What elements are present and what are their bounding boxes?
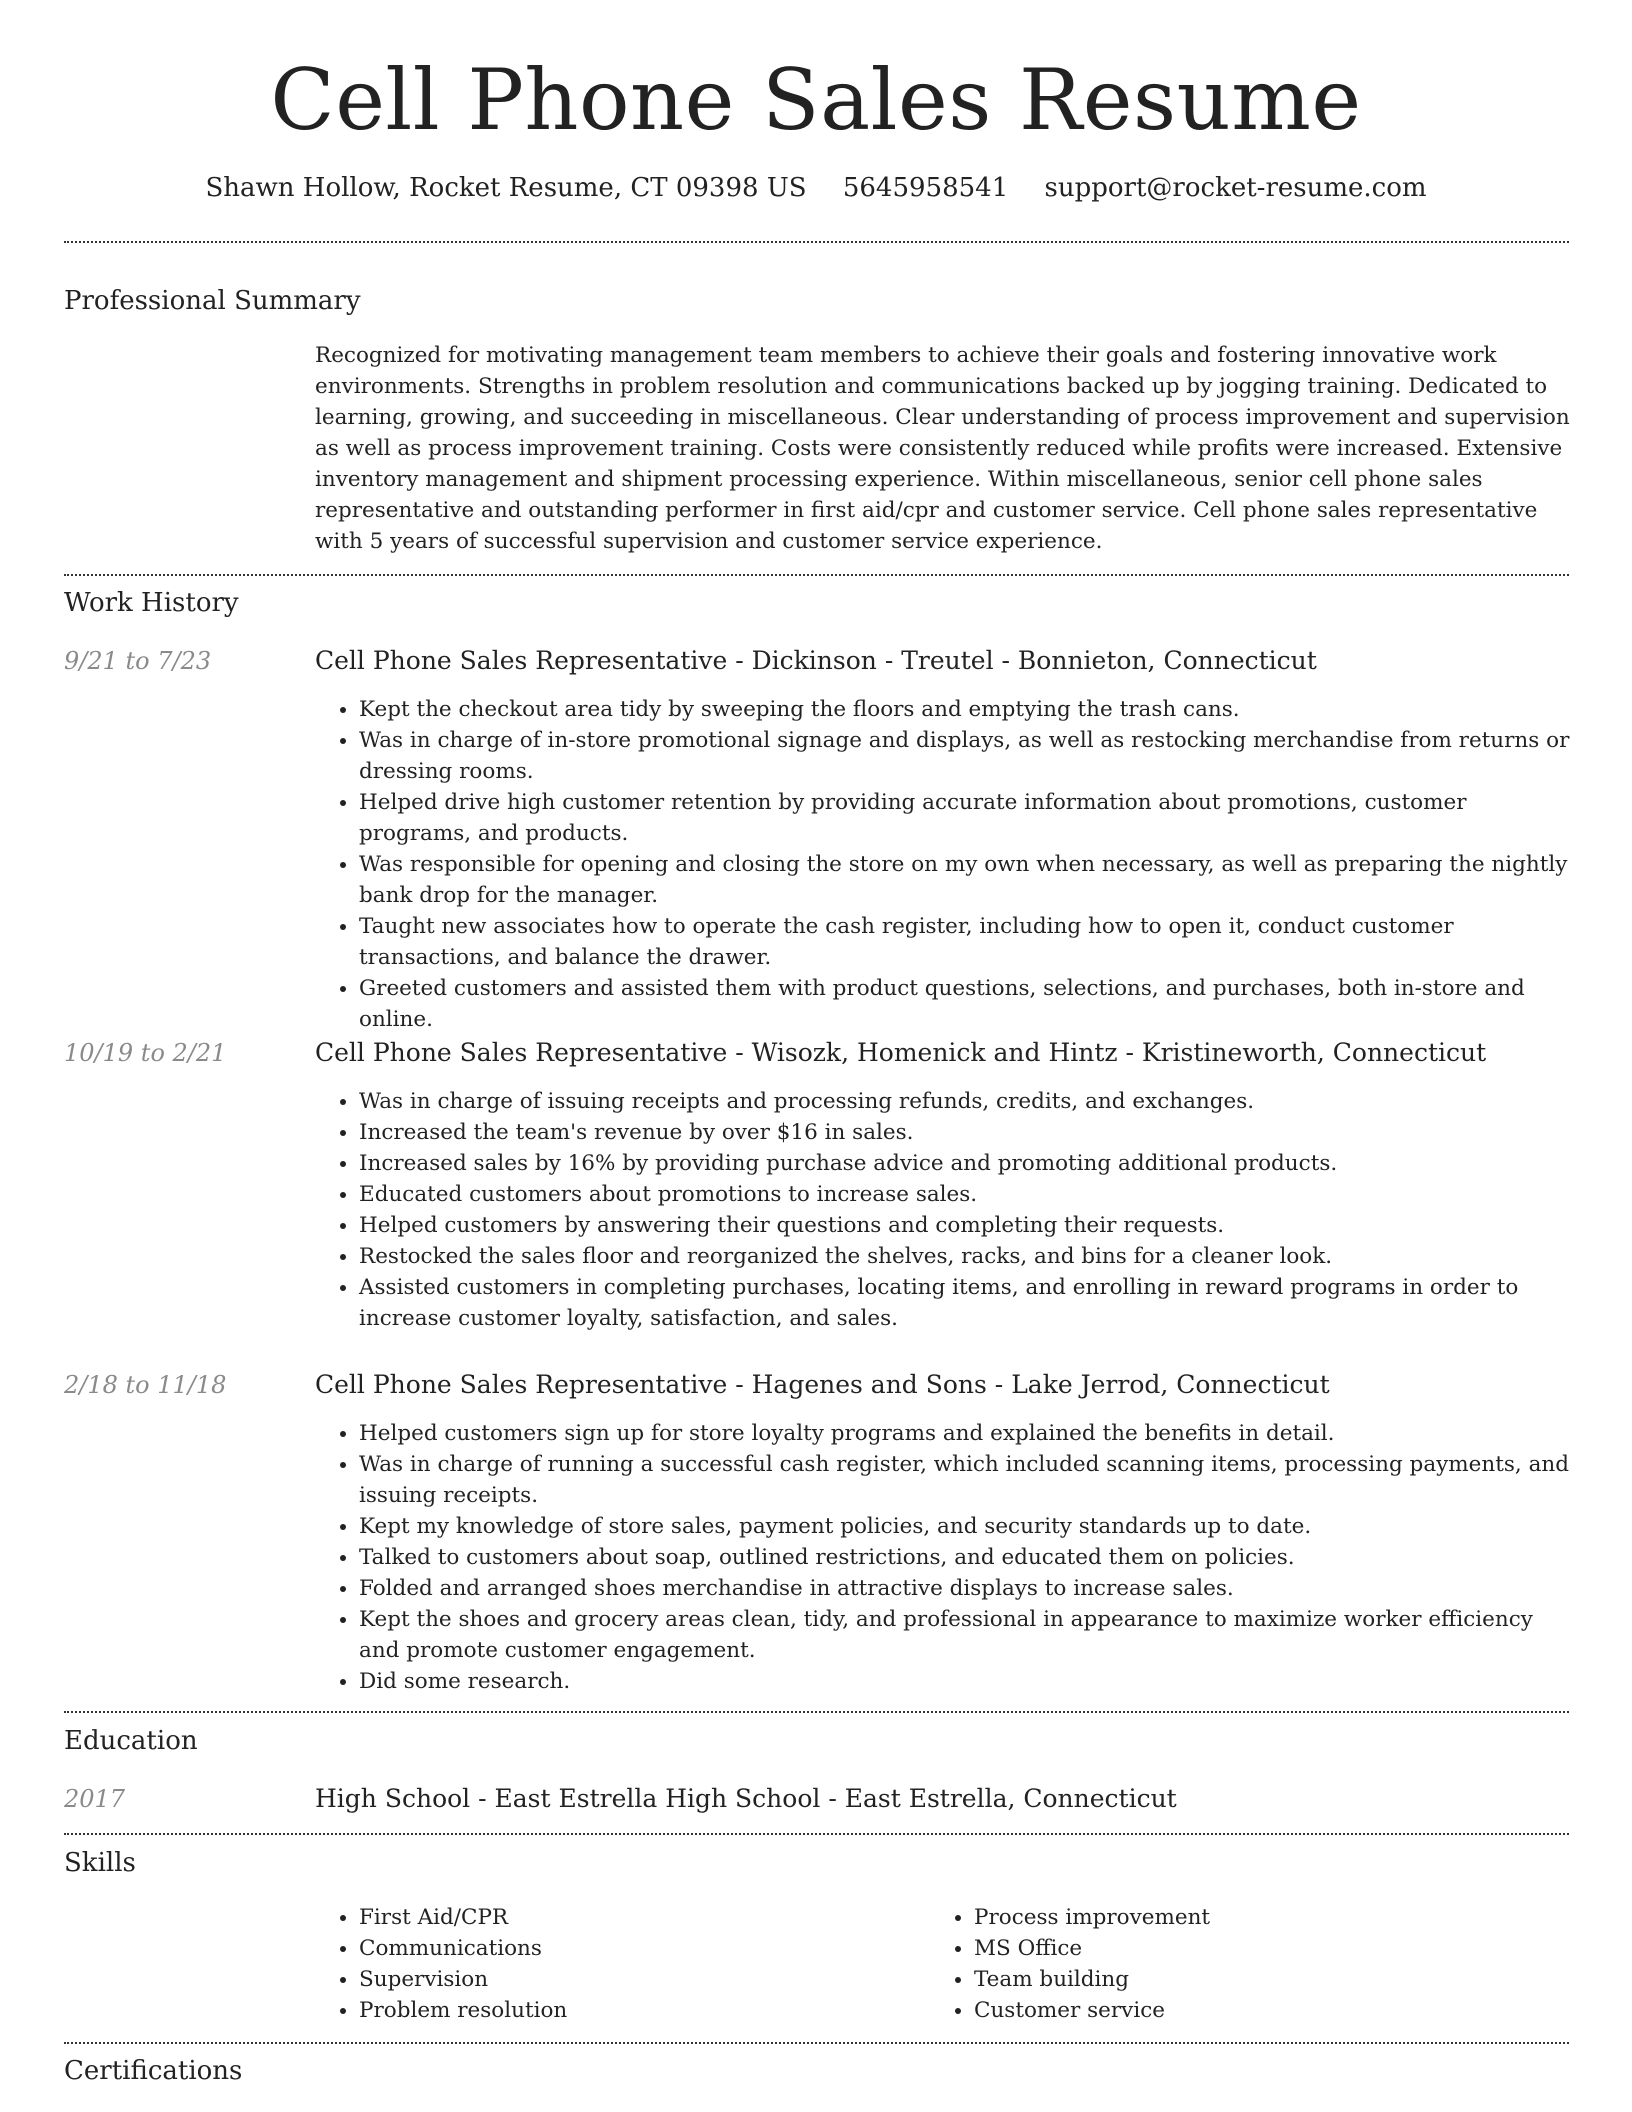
list-item: • Supervision — [359, 1964, 959, 1995]
education-year: 2017 — [64, 1785, 126, 1813]
list-item: • Problem resolution — [359, 1995, 959, 2026]
list-item: • Communications — [359, 1933, 959, 1964]
contact-email: support@rocket-resume.com — [1044, 173, 1427, 203]
job-dates: 2/18 to 11/18 — [64, 1371, 227, 1399]
list-item: • Assisted customers in completing purchases, locating items, and enrolling in reward programs in order to increase customer loyalty, satisfaction, and sales. — [359, 1272, 1570, 1334]
list-item: • MS Office — [974, 1933, 1574, 1964]
skills-list-left — [315, 1902, 959, 2026]
list-item: • Greeted customers and assisted them with product questions, selections, and purchases, both in-store and online. — [359, 973, 1570, 1035]
list-item: • Educated customers about promotions to increase sales. — [359, 1179, 1570, 1210]
list-item: • Was in charge of running a successful cash register, which included scanning items, processing payments, and issuing receipts. — [359, 1449, 1570, 1511]
certifications-heading: Certifications — [64, 2056, 243, 2086]
list-item: • Taught new associates how to operate the cash register, including how to open it, conduct customer transactions, and balance the drawer. — [359, 911, 1570, 973]
list-item: • Was responsible for opening and closing the store on my own when necessary, as well as preparing the nightly bank drop for the manager. — [359, 849, 1570, 911]
job-bullets — [315, 694, 1570, 1035]
list-item: • Kept the shoes and grocery areas clean, tidy, and professional in appearance to maximize worker efficiency and promote customer engagement. — [359, 1604, 1570, 1666]
divider — [64, 574, 1569, 576]
job-title: Cell Phone Sales Representative - Dickinson - Treutel - Bonnieton, Connecticut — [315, 646, 1317, 675]
job-title: Cell Phone Sales Representative - Hagenes and Sons - Lake Jerrod, Connecticut — [315, 1370, 1330, 1399]
list-item: • Kept my knowledge of store sales, payment policies, and security standards up to date. — [359, 1511, 1570, 1542]
list-item: • Kept the checkout area tidy by sweeping the floors and emptying the trash cans. — [359, 694, 1570, 725]
list-item: • Was in charge of issuing receipts and processing refunds, credits, and exchanges. — [359, 1086, 1570, 1117]
list-item: • Was in charge of in-store promotional signage and displays, as well as restocking merchandise from returns or dressing rooms. — [359, 725, 1570, 787]
list-item: • Team building — [974, 1964, 1574, 1995]
list-item: • Customer service — [974, 1995, 1574, 2026]
job-bullets — [315, 1086, 1570, 1334]
list-item: • Helped drive high customer retention by providing accurate information about promotions, customer programs, and products. — [359, 787, 1570, 849]
education-entry: High School - East Estrella High School - East Estrella, Connecticut — [315, 1784, 1177, 1813]
list-item: • Increased the team's revenue by over $16 in sales. — [359, 1117, 1570, 1148]
skills-list-right — [930, 1902, 1574, 2026]
summary-heading: Professional Summary — [64, 286, 361, 316]
list-item: • Helped customers by answering their questions and completing their requests. — [359, 1210, 1570, 1241]
list-item: • Helped customers sign up for store loyalty programs and explained the benefits in detail. — [359, 1418, 1570, 1449]
list-item: • Process improvement — [974, 1902, 1574, 1933]
divider — [64, 1833, 1569, 1835]
job-dates: 9/21 to 7/23 — [64, 647, 212, 675]
summary-text: Recognized for motivating management team members to achieve their goals and fostering innovative work environments. Strengths in problem resolution and communications backed up by jogging training. Dedicated to learning, growing, and succeeding in miscellaneous. Clear understanding of process improvement and supervision as well as process improvement training. Costs were consistently reduced while profits were increased. Extensive inventory management and shipment processing experience. Within miscellaneous, senior cell phone sales representative and outstanding performer in first aid/cpr and customer service. Cell phone sales representative with 5 years of successful supervision and customer service experience. — [315, 343, 1570, 554]
job-title: Cell Phone Sales Representative - Wisozk, Homenick and Hintz - Kristineworth, Connecticut — [315, 1038, 1487, 1067]
contact-address: Shawn Hollow, Rocket Resume, CT 09398 US — [205, 173, 807, 203]
resume-title: Cell Phone Sales Resume — [270, 51, 1362, 149]
skills-heading: Skills — [64, 1848, 136, 1878]
job-bullets — [315, 1418, 1570, 1697]
divider — [64, 1711, 1569, 1713]
list-item: • Talked to customers about soap, outlined restrictions, and educated them on policies. — [359, 1542, 1570, 1573]
education-heading: Education — [64, 1726, 198, 1756]
list-item: • Restocked the sales floor and reorganized the shelves, racks, and bins for a cleaner look. — [359, 1241, 1570, 1272]
contact-line — [0, 170, 1632, 206]
contact-phone: 5645958541 — [842, 173, 1009, 203]
list-item: • Folded and arranged shoes merchandise in attractive displays to increase sales. — [359, 1573, 1570, 1604]
divider — [64, 241, 1569, 243]
list-item: • Increased sales by 16% by providing purchase advice and promoting additional products. — [359, 1148, 1570, 1179]
list-item: • Did some research. — [359, 1666, 1570, 1697]
list-item: • First Aid/CPR — [359, 1902, 959, 1933]
job-dates: 10/19 to 2/21 — [64, 1039, 227, 1067]
work-history-heading: Work History — [64, 588, 239, 618]
divider — [64, 2042, 1569, 2044]
